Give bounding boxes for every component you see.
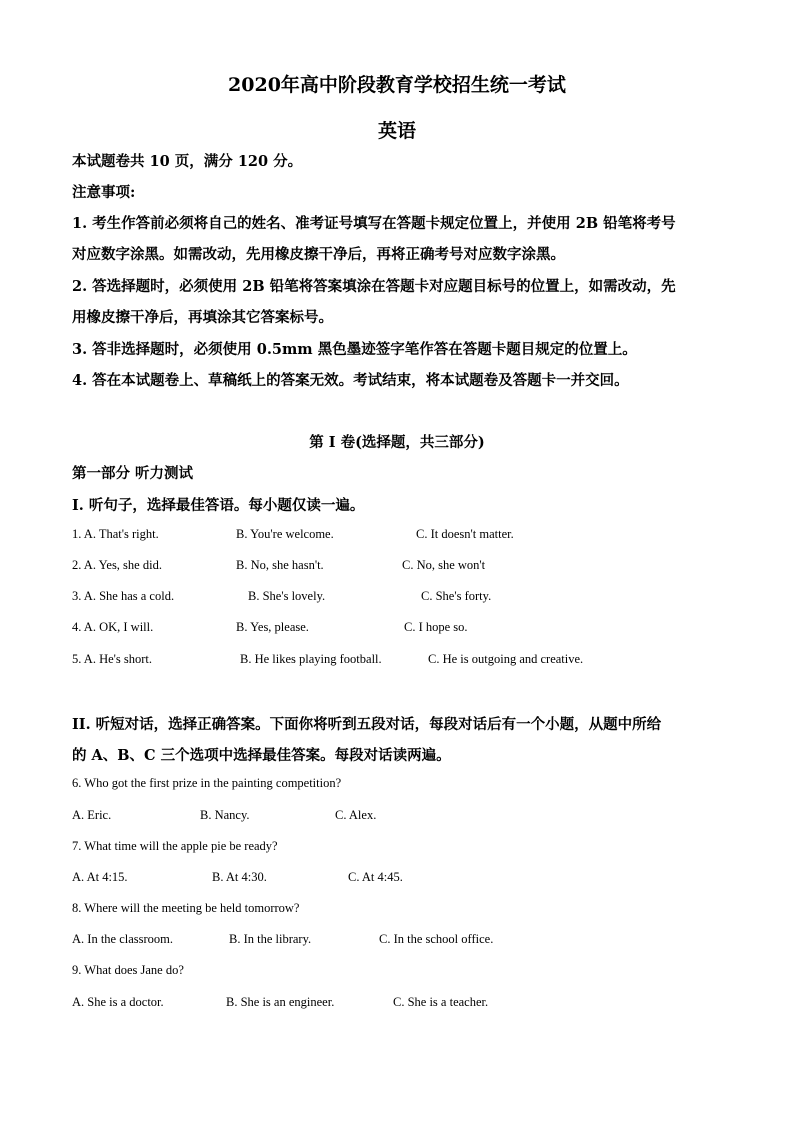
q9-option-c: C. She is a teacher.	[393, 995, 489, 1009]
q6-option-b: B. Nancy.	[200, 808, 250, 822]
section2-title-line2: 的 A、B、C 三个选项中选择最佳答案。每段对话读两遍。	[72, 747, 451, 764]
q4-option-a: 4. A. OK, I will.	[72, 620, 154, 634]
q3-option-c: C. She's forty.	[421, 589, 492, 603]
q8-option-b: B. In the library.	[229, 932, 312, 946]
q1-option-b: B. You're welcome.	[236, 527, 334, 541]
exam-title: 2020年高中阶段教育学校招生统一考试	[228, 74, 566, 96]
q5-option-a: 5. A. He's short.	[72, 652, 153, 666]
q7-option-b: B. At 4:30.	[212, 870, 267, 884]
q3-option-b: B. She's lovely.	[248, 589, 326, 603]
q4-option-c: C. I hope so.	[404, 620, 468, 634]
q9-option-a: A. She is a doctor.	[72, 995, 164, 1009]
q7-question: 7. What time will the apple pie be ready?	[72, 839, 278, 853]
q6-option-a: A. Eric.	[72, 808, 112, 822]
section2-title-line1: II. 听短对话，选择正确答案。下面你将听到五段对话，每段对话后有一个小题，从题中所给	[72, 716, 662, 733]
section1-title: I. 听句子，选择最佳答语。每小题仅读一遍。	[72, 497, 365, 514]
q7-option-c: C. At 4:45.	[348, 870, 403, 884]
note-line-1: 1. 考生作答前必须将自己的姓名、准考证号填写在答题卡规定位置上，并使用 2B 铅笔将考号	[72, 215, 676, 232]
note-line-2: 对应数字涂黑。如需改动，先用橡皮擦干净后，再将正确考号对应数字涂黑。	[72, 246, 565, 263]
q7-option-a: A. At 4:15.	[72, 870, 128, 884]
exam-summary: 本试题卷共 10 页，满分 120 分。	[72, 153, 303, 170]
q1-option-a: 1. A. That's right.	[72, 527, 159, 541]
note-line-5: 3. 答非选择题时，必须使用 0.5mm 黑色墨迹签字笔作答在答题卡题目规定的位置上。	[72, 341, 637, 358]
q8-option-a: A. In the classroom.	[72, 932, 174, 946]
q6-question: 6. Who got the first prize in the painting competition?	[72, 776, 342, 790]
q2-option-b: B. No, she hasn't.	[236, 558, 324, 572]
q9-option-b: B. She is an engineer.	[226, 995, 335, 1009]
note-line-6: 4. 答在本试题卷上、草稿纸上的答案无效。考试结束，将本试题卷及答题卡一并交回。	[72, 372, 629, 389]
q8-option-c: C. In the school office.	[379, 932, 494, 946]
q3-option-a: 3. A. She has a cold.	[72, 589, 175, 603]
q2-option-a: 2. A. Yes, she did.	[72, 558, 162, 572]
q4-option-b: B. Yes, please.	[236, 620, 309, 634]
note-line-3: 2. 答选择题时，必须使用 2B 铅笔将答案填涂在答题卡对应题目标号的位置上，如需改动，先	[72, 278, 676, 295]
q2-option-c: C. No, she won't	[402, 558, 486, 572]
note-line-4: 用橡皮擦干净后，再填涂其它答案标号。	[72, 309, 333, 326]
q1-option-c: C. It doesn't matter.	[416, 527, 514, 541]
subject-title: 英语	[377, 120, 416, 142]
notes-title: 注意事项:	[72, 184, 136, 201]
volume-title: 第 I 卷(选择题，共三部分)	[309, 434, 485, 451]
q6-option-c: C. Alex.	[335, 808, 377, 822]
q5-option-c: C. He is outgoing and creative.	[428, 652, 584, 666]
q5-option-b: B. He likes playing football.	[240, 652, 382, 666]
part1-title: 第一部分 听力测试	[72, 465, 194, 482]
q8-question: 8. Where will the meeting be held tomorrow?	[72, 901, 300, 915]
q9-question: 9. What does Jane do?	[72, 963, 184, 977]
